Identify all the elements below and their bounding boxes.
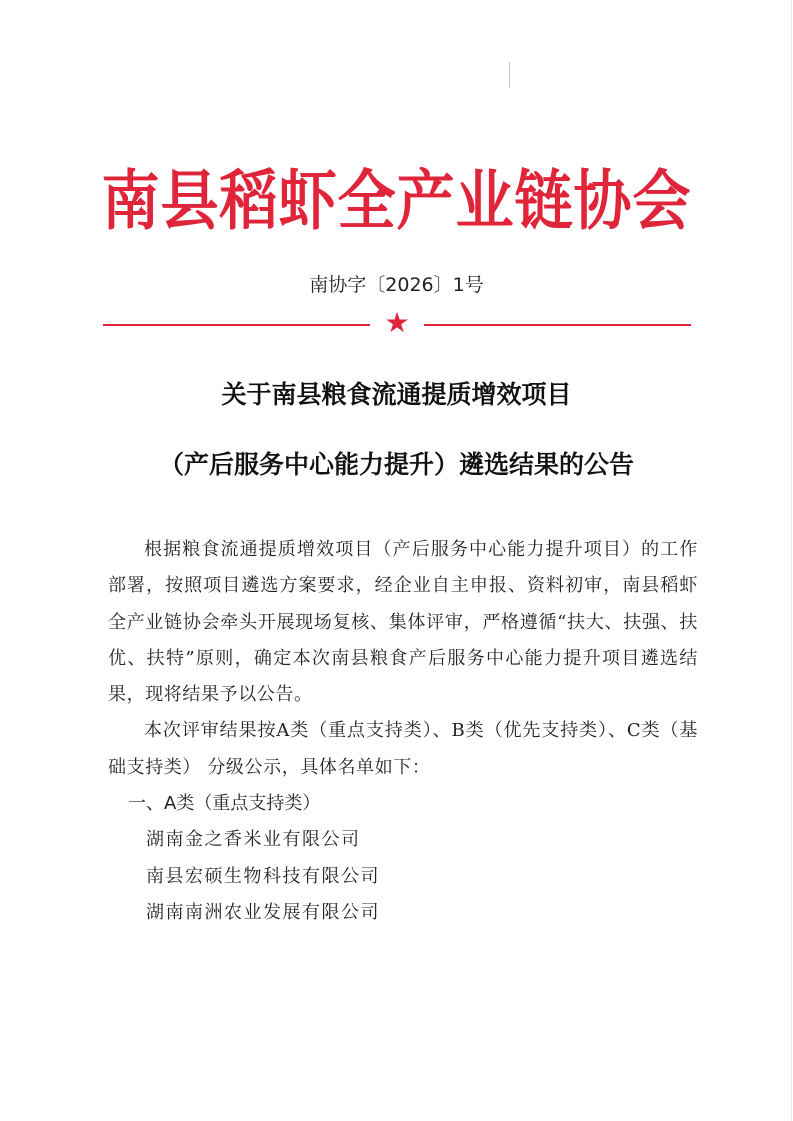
star-icon: ★	[384, 306, 410, 339]
scan-mark	[509, 62, 510, 88]
company-item: 南县宏硕生物科技有限公司	[146, 865, 380, 887]
section-a-heading: 一、A类（重点支持类）	[128, 793, 321, 815]
divider-line-right	[424, 324, 691, 326]
paragraph-classification: 本次评审结果按A类（重点支持类）、B类（优先支持类）、C类（基础支持类） 分级公示，具体名单如下：	[108, 720, 698, 778]
company-item: 湖南金之香米业有限公司	[146, 829, 361, 851]
notice-title-line-1: 关于南县粮食流通提质增效项目	[221, 380, 572, 409]
company-item: 湖南南洲农业发展有限公司	[146, 901, 380, 923]
organization-header: 南县稻虾全产业链协会	[101, 162, 692, 239]
divider-line-left	[103, 324, 370, 326]
notice-title-line-2: （产后服务中心能力提升）遴选结果的公告	[158, 450, 634, 479]
red-divider	[103, 306, 691, 339]
document-number: 南协字〔2026〕1号	[309, 274, 484, 296]
notice-body	[108, 532, 698, 931]
paragraph-intro: 根据粮食流通提质增效项目（产后服务中心能力提升项目）的工作部署，按照项目遴选方案要求，经企业自主申报、资料初审，南县稻虾全产业链协会牵头开展现场复核、集体评审，严格遵循“扶大、扶强、扶优、扶特”原则，确定本次南县粮食产后服务中心能力提升项目遴选结果，现将结果予以公告。	[108, 539, 698, 706]
